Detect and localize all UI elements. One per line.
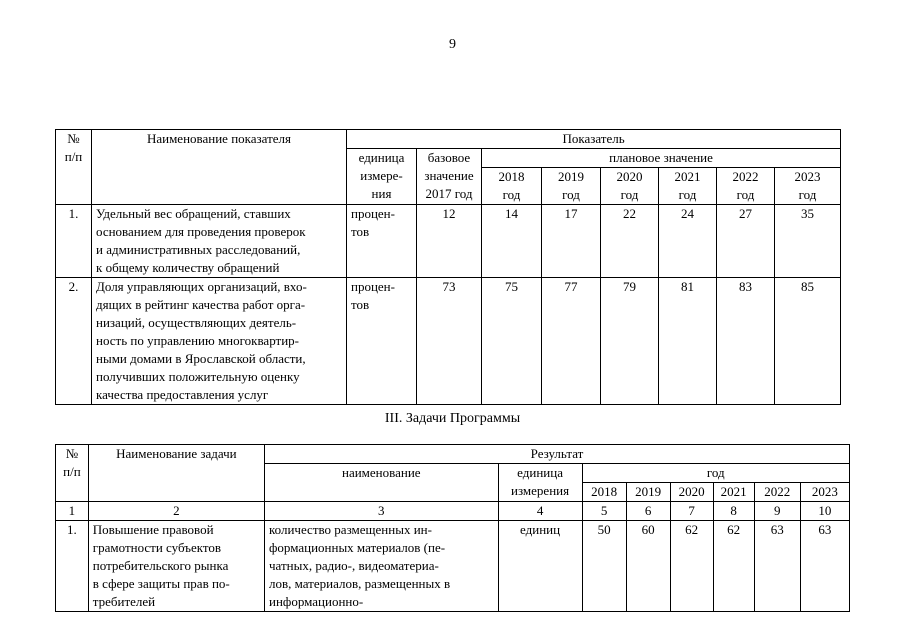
table-row (56, 278, 841, 405)
unit: единиц (498, 521, 582, 612)
col-header-year: 2022 (754, 483, 800, 502)
column-number: 5 (582, 502, 626, 521)
row-number: 1. (56, 521, 89, 612)
planned-value: 35 (775, 205, 841, 278)
column-number: 3 (264, 502, 498, 521)
planned-value: 17 (542, 205, 601, 278)
col-header-indicator-name: Наименование показателя (92, 130, 347, 205)
indicator-name: Доля управляющих организаций, вхо- дящих в рейтинг качества работ орга- низаций, осуществляющих деятель- ность по управлению многоквартир- ными домами в Ярославской области, получивших положительную оценку качества предоставления услуг (92, 278, 347, 405)
tasks-table (55, 444, 850, 612)
table-row (56, 521, 850, 612)
unit: процен- тов (347, 205, 417, 278)
col-header-task-name: Наименование задачи (88, 445, 264, 502)
planned-value: 14 (482, 205, 542, 278)
planned-value: 79 (601, 278, 659, 405)
row-number: 2. (56, 278, 92, 405)
col-header-year: 2020 (670, 483, 713, 502)
col-header-year: 2018 (582, 483, 626, 502)
column-number: 6 (626, 502, 670, 521)
col-header-unit: единица измере- ния (347, 149, 417, 205)
task-name: Повышение правовой грамотности субъектов потребительского рынка в сфере защиты прав по- требителей (88, 521, 264, 612)
result-name: количество размещенных ин- формационных материалов (пе- чатных, радио-, видеоматериа- лов, материалов, размещенных в информационно- (264, 521, 498, 612)
planned-value: 27 (717, 205, 775, 278)
unit: процен- тов (347, 278, 417, 405)
col-header-year: 2020 год (601, 168, 659, 205)
page-number: 9 (449, 37, 456, 52)
col-header-year: 2023 год (775, 168, 841, 205)
indicator-name: Удельный вес обращений, ставших основанием для проведения проверок и административных расследований, к общему количеству обращений (92, 205, 347, 278)
col-header-year: 2021 (713, 483, 754, 502)
planned-value: 24 (659, 205, 717, 278)
planned-value: 81 (659, 278, 717, 405)
base-value: 73 (417, 278, 482, 405)
year-value: 60 (626, 521, 670, 612)
base-value: 12 (417, 205, 482, 278)
column-number-row (56, 502, 850, 521)
year-value: 62 (670, 521, 713, 612)
planned-value: 77 (542, 278, 601, 405)
col-header-indicator: Показатель (347, 130, 841, 149)
col-header-result-name: наименование (264, 464, 498, 502)
col-header-unit: единица измерения (498, 464, 582, 502)
row-number: 1. (56, 205, 92, 278)
year-value: 63 (800, 521, 849, 612)
column-number: 1 (56, 502, 89, 521)
column-number: 8 (713, 502, 754, 521)
col-header-year-group: год (582, 464, 849, 483)
col-header-planned-value: плановое значение (482, 149, 841, 168)
column-number: 2 (88, 502, 264, 521)
year-value: 63 (754, 521, 800, 612)
column-number: 10 (800, 502, 849, 521)
planned-value: 85 (775, 278, 841, 405)
col-header-result: Результат (264, 445, 849, 464)
year-value: 50 (582, 521, 626, 612)
year-value: 62 (713, 521, 754, 612)
column-number: 9 (754, 502, 800, 521)
col-header-year: 2018 год (482, 168, 542, 205)
column-number: 4 (498, 502, 582, 521)
section-title: III. Задачи Программы (384, 411, 521, 426)
col-header-year: 2019 год (542, 168, 601, 205)
planned-value: 83 (717, 278, 775, 405)
col-header-year: 2019 (626, 483, 670, 502)
indicators-table (55, 129, 841, 405)
planned-value: 22 (601, 205, 659, 278)
col-header-number: № п/п (56, 445, 89, 502)
col-header-year: 2022 год (717, 168, 775, 205)
col-header-year: 2021 год (659, 168, 717, 205)
col-header-base-value: базовое значение 2017 год (417, 149, 482, 205)
col-header-year: 2023 (800, 483, 849, 502)
planned-value: 75 (482, 278, 542, 405)
col-header-number: № п/п (56, 130, 92, 205)
column-number: 7 (670, 502, 713, 521)
table-row (56, 205, 841, 278)
